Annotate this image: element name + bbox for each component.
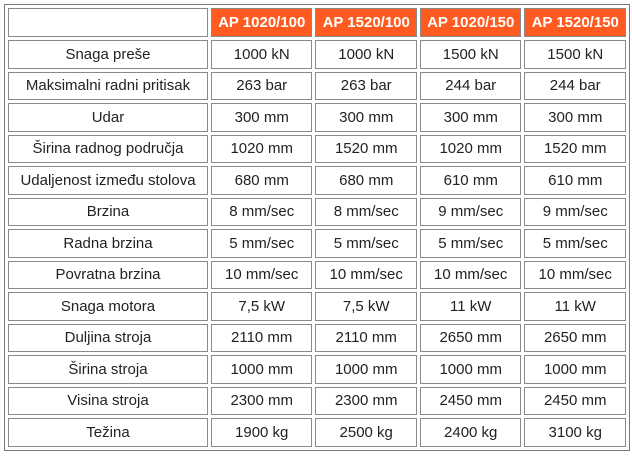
row-label: Težina — [8, 418, 208, 447]
table-cell: 2650 mm — [524, 324, 626, 353]
table-cell: 2110 mm — [211, 324, 313, 353]
table-cell: 244 bar — [420, 72, 522, 101]
column-header-ap-1020-150: AP 1020/150 — [420, 8, 522, 37]
table-cell: 2300 mm — [315, 387, 417, 416]
row-label: Povratna brzina — [8, 261, 208, 290]
table-cell: 9 mm/sec — [420, 198, 522, 227]
table-cell: 1000 kN — [211, 40, 313, 69]
table-cell: 7,5 kW — [211, 292, 313, 321]
table-cell: 3100 kg — [524, 418, 626, 447]
table-cell: 1000 mm — [315, 355, 417, 384]
table-cell: 1900 kg — [211, 418, 313, 447]
table-cell: 1520 mm — [524, 135, 626, 164]
table-cell: 1000 mm — [211, 355, 313, 384]
table-cell: 263 bar — [315, 72, 417, 101]
row-label: Duljina stroja — [8, 324, 208, 353]
row-label: Snaga motora — [8, 292, 208, 321]
row-label: Snaga preše — [8, 40, 208, 69]
table-cell: 610 mm — [524, 166, 626, 195]
table-row — [8, 261, 626, 290]
row-label: Maksimalni radni pritisak — [8, 72, 208, 101]
row-label: Širina radnog područja — [8, 135, 208, 164]
table-cell: 5 mm/sec — [211, 229, 313, 258]
row-label: Udaljenost između stolova — [8, 166, 208, 195]
table-row — [8, 229, 626, 258]
table-cell: 10 mm/sec — [420, 261, 522, 290]
table-row — [8, 292, 626, 321]
row-label: Visina stroja — [8, 387, 208, 416]
table-cell: 8 mm/sec — [315, 198, 417, 227]
table-cell: 263 bar — [211, 72, 313, 101]
table-cell: 1000 kN — [315, 40, 417, 69]
table-cell: 1500 kN — [420, 40, 522, 69]
table-cell: 2300 mm — [211, 387, 313, 416]
table-cell: 8 mm/sec — [211, 198, 313, 227]
row-label: Širina stroja — [8, 355, 208, 384]
table-cell: 5 mm/sec — [524, 229, 626, 258]
table-row — [8, 103, 626, 132]
table-cell: 2400 kg — [420, 418, 522, 447]
table-row — [8, 355, 626, 384]
table-header-row — [8, 8, 626, 37]
table-row — [8, 324, 626, 353]
header-corner-cell — [8, 8, 208, 37]
table-cell: 1000 mm — [524, 355, 626, 384]
table-cell: 300 mm — [211, 103, 313, 132]
row-label: Udar — [8, 103, 208, 132]
table-cell: 1520 mm — [315, 135, 417, 164]
table-cell: 11 kW — [524, 292, 626, 321]
table-cell: 2450 mm — [420, 387, 522, 416]
table-cell: 300 mm — [420, 103, 522, 132]
table-row — [8, 72, 626, 101]
table-row — [8, 135, 626, 164]
table-row — [8, 387, 626, 416]
table-cell: 11 kW — [420, 292, 522, 321]
column-header-ap-1020-100: AP 1020/100 — [211, 8, 313, 37]
table-cell: 680 mm — [315, 166, 417, 195]
table-cell: 10 mm/sec — [315, 261, 417, 290]
row-label: Brzina — [8, 198, 208, 227]
table-cell: 2450 mm — [524, 387, 626, 416]
table-cell: 5 mm/sec — [420, 229, 522, 258]
table-cell: 680 mm — [211, 166, 313, 195]
table-row — [8, 418, 626, 447]
row-label: Radna brzina — [8, 229, 208, 258]
spec-table — [4, 4, 630, 451]
column-header-ap-1520-100: AP 1520/100 — [315, 8, 417, 37]
table-cell: 2650 mm — [420, 324, 522, 353]
table-cell: 9 mm/sec — [524, 198, 626, 227]
table-row — [8, 40, 626, 69]
table-cell: 244 bar — [524, 72, 626, 101]
table-cell: 7,5 kW — [315, 292, 417, 321]
table-cell: 2110 mm — [315, 324, 417, 353]
table-cell: 10 mm/sec — [524, 261, 626, 290]
table-row — [8, 198, 626, 227]
table-cell: 5 mm/sec — [315, 229, 417, 258]
table-cell: 1000 mm — [420, 355, 522, 384]
table-cell: 300 mm — [524, 103, 626, 132]
table-cell: 2500 kg — [315, 418, 417, 447]
table-cell: 610 mm — [420, 166, 522, 195]
table-cell: 1020 mm — [420, 135, 522, 164]
column-header-ap-1520-150: AP 1520/150 — [524, 8, 626, 37]
table-cell: 1020 mm — [211, 135, 313, 164]
table-row — [8, 166, 626, 195]
spec-table-container — [4, 4, 630, 451]
table-cell: 10 mm/sec — [211, 261, 313, 290]
table-cell: 300 mm — [315, 103, 417, 132]
table-cell: 1500 kN — [524, 40, 626, 69]
